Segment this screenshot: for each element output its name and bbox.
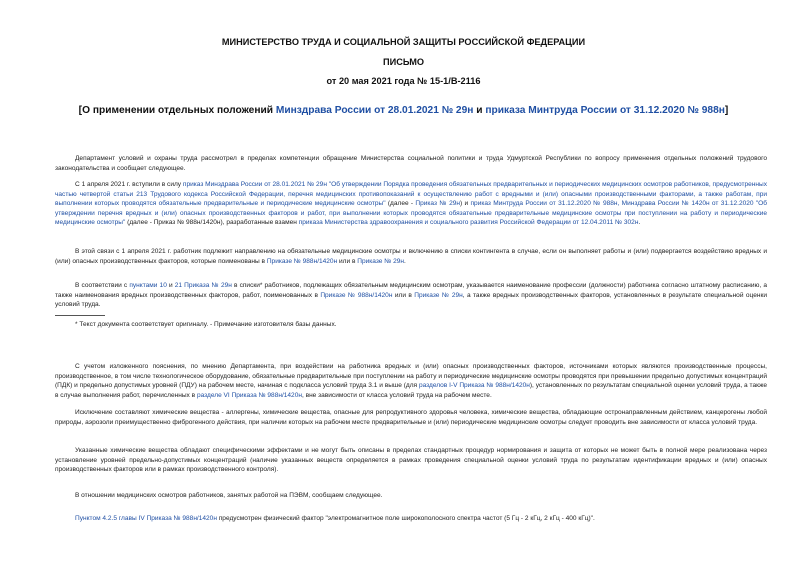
p9-text-1: предусмотрен физический фактор "электромагнитное поле широкополосного спектра частот (5 Гц - 2 кГц, 2 кГц - 400 кГц)".	[216, 515, 595, 522]
p3-text-3: .	[404, 257, 406, 265]
link-point-21-order-29n[interactable]: 21 Приказа № 29н	[174, 282, 232, 289]
link-order-29n-p4[interactable]: Приказе № 29н	[414, 291, 463, 299]
p3-text-2: или в	[337, 257, 358, 265]
link-points-10[interactable]: пунктами 10	[129, 282, 167, 289]
p4-text-4: или в	[392, 291, 415, 299]
p4-text-5: , а также вредных производственных факторов, установленных в результате специальной оценки условий труда.	[55, 291, 767, 308]
p3-text-1: В этой связи с 1 апреля 2021 г. работник подлежит направлению на обязательные медицинские осмотры и включению в списки контингента в случае, если он выполняет работы и (или) подвергается воздействию вредных и (или) опасных производственных факторов, которые поименованы в	[55, 248, 767, 265]
paragraph-9	[55, 514, 767, 524]
ministry-title: МИНИСТЕРСТВО ТРУДА И СОЦИАЛЬНОЙ ЗАЩИТЫ РОССИЙСКОЙ ФЕДЕРАЦИИ	[221, 37, 586, 47]
link-order-988n-1420n-p4[interactable]: Приказе № 988н/1420н	[320, 291, 393, 299]
footnote-divider	[55, 315, 105, 316]
p5-text-2: ), установленных по результатам специальной оценки условий труда, а также в случае выполнения работ, перечисленных в	[55, 382, 768, 399]
paragraph-5	[55, 362, 767, 400]
link-order-29n-p3[interactable]: Приказе № 29н	[357, 257, 404, 265]
document-subject	[0, 105, 807, 116]
paragraph-7-text: Указанные химические вещества обладают специфическими эффектами и не могут быть описаны в пределах стандартных процедур нормирования и защита от которых не может быть в полной мере реализована через установление уровней предельно-допустимых концентраций (наличие указанных веществ определяется в рамках проведения специальной оценки условий труда по результатам идентификации вредных и (или) опасных производственных факторов или в рамках производственного контроля).	[55, 447, 767, 473]
paragraph-1-text: Департамент условий и охраны труда рассмотрел в пределах компетенции обращение Министерства социальной политики и труда Удмуртской Республики по вопросу применения отдельных положений трудового законодательства и сообщает следующее.	[55, 155, 767, 172]
link-section-6-order-988n[interactable]: разделе VI Приказа № 988н/1420н	[196, 391, 302, 399]
paragraph-6	[55, 408, 767, 427]
paragraph-2	[55, 180, 767, 228]
p2-text-3: ) и	[460, 200, 471, 207]
subject-mid: и	[473, 105, 486, 116]
paragraph-6-text: Исключение составляют химические вещества - аллергены, химические вещества, опасные для репродуктивного здоровья человека, химические вещества, обладающие остронаправленным действием, канцерогены любой природы, аэрозоли преимущественно фиброгенного действия, при наличии которых на рабочем месте предварительные и (или) периодические медицинские осмотры следует проводить вне зависимости от класса условий труда.	[55, 409, 767, 426]
subject-open: [О применении отдельных положений	[78, 105, 276, 116]
p2-text-1: С 1 апреля 2021 г. вступили в силу	[75, 181, 183, 188]
link-order-988n[interactable]: приказа Минтруда России от 31.12.2020 № 988н	[485, 105, 725, 116]
p2-text-2: (далее -	[385, 200, 416, 207]
paragraph-3	[55, 247, 767, 266]
p2-text-5: .	[638, 219, 641, 226]
footnote	[55, 320, 767, 330]
paragraph-7	[55, 446, 767, 475]
p4-text-1: В соответствии с	[75, 282, 130, 289]
link-order-29n-full[interactable]: приказ Минздрава России от 28.01.2021 № 29н "Об утверждении Порядка проведения обязательных предварительных и периодических медицинских осмотров работников, предусмотренных частью четвертой статьи 213 Трудового кодекса Российской Федерации, перечня медицинских противопоказаний к осуществлению работ с вредными и (или) опасными производственными факторами, а также работам, при выполнении которых проводятся обязательные предварительные и периодические медицинские осмотры"	[55, 181, 767, 207]
document-type: ПИСЬМО	[382, 57, 425, 67]
p4-text-2: и	[166, 282, 175, 289]
link-order-988n-full[interactable]: приказ Минтруда России от 31.12.2020 № 988н, Минздрава России № 1420н от 31.12.2020 "Об утверждении перечня вредных и (или) опасных производственных факторов и работ, при выполнении которых проводятся обязательные предварительные медицинские осмотры при поступлении на работу и периодические медицинские осмотры"	[55, 200, 767, 226]
paragraph-1	[55, 154, 767, 173]
paragraph-4	[55, 281, 767, 310]
p5-text-3: , вне зависимости от класса условий труда на рабочем месте.	[301, 391, 492, 399]
footnote-text: * Текст документа соответствует оригиналу. - Примечание изготовителя базы данных.	[75, 321, 337, 328]
p4-text-3: в списки* работников, подлежащих обязательным медицинским осмотрам, указывается наименование профессии (должности) работника согласно штатному расписанию, а также наименования вредных производственных факторов, работ, поименованных в	[55, 282, 768, 299]
document-date-number: от 20 мая 2021 года № 15-1/В-2116	[326, 76, 481, 86]
link-order-988n-1420n[interactable]: Приказе № 988н/1420н	[266, 257, 338, 265]
paragraph-8-text: В отношении медицинских осмотров работников, занятых работой на ПЭВМ, сообщаем следующее.	[75, 492, 383, 499]
link-sections-1-5-order-988n[interactable]: разделов I-V Приказа № 988н/1420н	[418, 382, 530, 389]
subject-close: ]	[724, 105, 729, 116]
link-point-4-2-5[interactable]: Пунктом 4.2.5 главы IV Приказа № 988н/1420н	[75, 515, 217, 522]
link-order-29n[interactable]: Минздрава России от 28.01.2021 № 29н	[275, 105, 474, 116]
link-order-29n-short[interactable]: Приказ № 29н	[415, 200, 461, 207]
link-order-302n[interactable]: приказа Министерства здравоохранения и социального развития Российской Федерации от 12.04.2011 № 302н	[298, 219, 639, 226]
p5-text-1: С учетом изложенного пояснения, по мнению Департамента, при воздействии на работника вредных и (или) опасных производственных факторов, источниками которых являются производственные процессы, производственное, в том числе технологическое оборудование, обязательные предварительные при поступлении на работу и периодические медицинские осмотры проводятся при превышении предельно допустимых концентраций (ПДК) и предельно допустимых уровней (ПДУ) на рабочем месте, начиная с подкласса условий труда 3.1 и выше (для	[55, 363, 767, 389]
paragraph-8	[55, 491, 767, 501]
p2-text-4: (далее - Приказ № 988н/1420н), разработанные взамен	[125, 219, 299, 226]
